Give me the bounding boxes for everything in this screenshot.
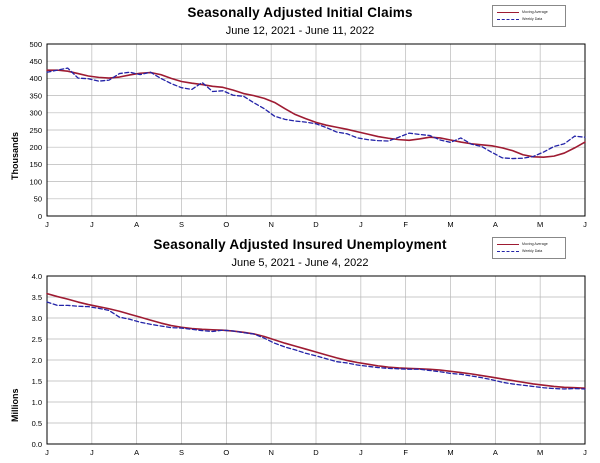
y-axis-tick-label: 2.5	[31, 334, 42, 344]
y-axis-tick-label: 500	[29, 40, 42, 49]
page-title: Seasonally Adjusted Initial Claims	[187, 5, 413, 20]
legend-item-moving-average	[497, 241, 561, 248]
y-axis-tick-label: 4.0	[31, 272, 42, 281]
x-axis-tick-label: F	[403, 448, 408, 457]
x-axis-tick-label: O	[223, 448, 230, 457]
x-axis-tick-label: O	[223, 220, 230, 229]
y-axis-tick-label: 300	[29, 108, 42, 118]
x-axis-tick-label: A	[492, 448, 498, 457]
y-axis-tick-label: 200	[29, 143, 42, 152]
legend-initial-claims	[492, 5, 566, 27]
legend-insured-unemployment	[492, 237, 566, 259]
x-axis-tick-label: A	[492, 220, 498, 229]
y-axis-tick-label: 1.5	[31, 376, 42, 386]
x-axis-tick-label: M	[537, 448, 544, 457]
x-axis-tick-label: A	[134, 448, 140, 457]
chart-title-bottom: Seasonally Adjusted Insured Unemployment	[153, 237, 447, 252]
y-axis-tick-label: 100	[29, 177, 42, 187]
legend-swatch-solid-icon	[497, 12, 519, 13]
plot-area-insured-unemployment	[0, 272, 600, 462]
legend-label: Moving Average	[522, 10, 548, 14]
x-axis-tick-label: M	[447, 220, 454, 229]
y-axis-tick-label: 400	[29, 74, 42, 84]
chart-svg-insured-unemployment	[0, 272, 600, 462]
x-axis-tick-label: S	[178, 220, 185, 229]
y-axis-tick-label: 2.0	[31, 355, 42, 365]
legend-label: Moving Average	[522, 242, 548, 246]
legend-label: Weekly Data	[522, 17, 543, 21]
legend-swatch-dashed-icon	[497, 19, 519, 20]
x-axis-tick-label: D	[313, 448, 319, 457]
y-axis-tick-label: 3.0	[31, 313, 42, 323]
chart-insured-unemployment	[0, 232, 600, 463]
x-axis-tick-label: D	[313, 220, 319, 229]
x-axis-tick-label: J	[89, 448, 94, 457]
x-axis-tick-label: N	[268, 220, 274, 229]
y-axis-tick-label: 0.5	[31, 418, 42, 428]
x-axis-tick-label: M	[537, 220, 544, 229]
chart-svg-initial-claims	[0, 40, 600, 232]
y-axis-tick-label: 0	[37, 211, 42, 221]
x-axis-tick-label: J	[89, 220, 94, 229]
legend-label: Weekly Data	[522, 249, 543, 253]
x-axis-tick-label: J	[583, 448, 587, 457]
y-axis-tick-label: 350	[29, 91, 42, 101]
chart-subtitle-bottom: June 5, 2021 - June 4, 2022	[231, 257, 369, 269]
x-axis-tick-label: J	[358, 220, 363, 229]
y-axis-tick-label: 450	[29, 57, 42, 66]
x-axis-tick-label: J	[358, 448, 363, 457]
legend-item-moving-average	[497, 9, 561, 16]
y-axis-label-bottom: Millions	[10, 388, 20, 422]
legend-item-weekly-data	[497, 16, 561, 23]
x-axis-tick-label: A	[134, 220, 140, 229]
y-axis-tick-label: 250	[29, 125, 42, 135]
x-axis-tick-label: J	[583, 220, 587, 229]
x-axis-tick-label: J	[45, 448, 49, 457]
chart-subtitle: June 12, 2021 - June 11, 2022	[225, 25, 375, 37]
y-axis-tick-label: 150	[29, 160, 42, 170]
x-axis-tick-label: N	[268, 448, 274, 457]
y-axis-label-top: Thousands	[10, 131, 20, 180]
x-axis-tick-label: J	[45, 220, 49, 229]
y-axis-tick-label: 0.0	[31, 439, 42, 449]
y-axis-tick-label: 3.5	[31, 292, 42, 302]
x-axis-tick-label: M	[447, 448, 454, 457]
plot-area-initial-claims	[0, 40, 600, 232]
legend-swatch-dashed-icon	[497, 251, 519, 252]
x-axis-tick-label: F	[403, 220, 408, 229]
x-axis-tick-label: S	[178, 448, 185, 457]
y-axis-tick-label: 1.0	[31, 397, 42, 407]
y-axis-tick-label: 50	[33, 194, 42, 204]
legend-swatch-solid-icon	[497, 244, 519, 245]
legend-item-weekly-data	[497, 248, 561, 255]
